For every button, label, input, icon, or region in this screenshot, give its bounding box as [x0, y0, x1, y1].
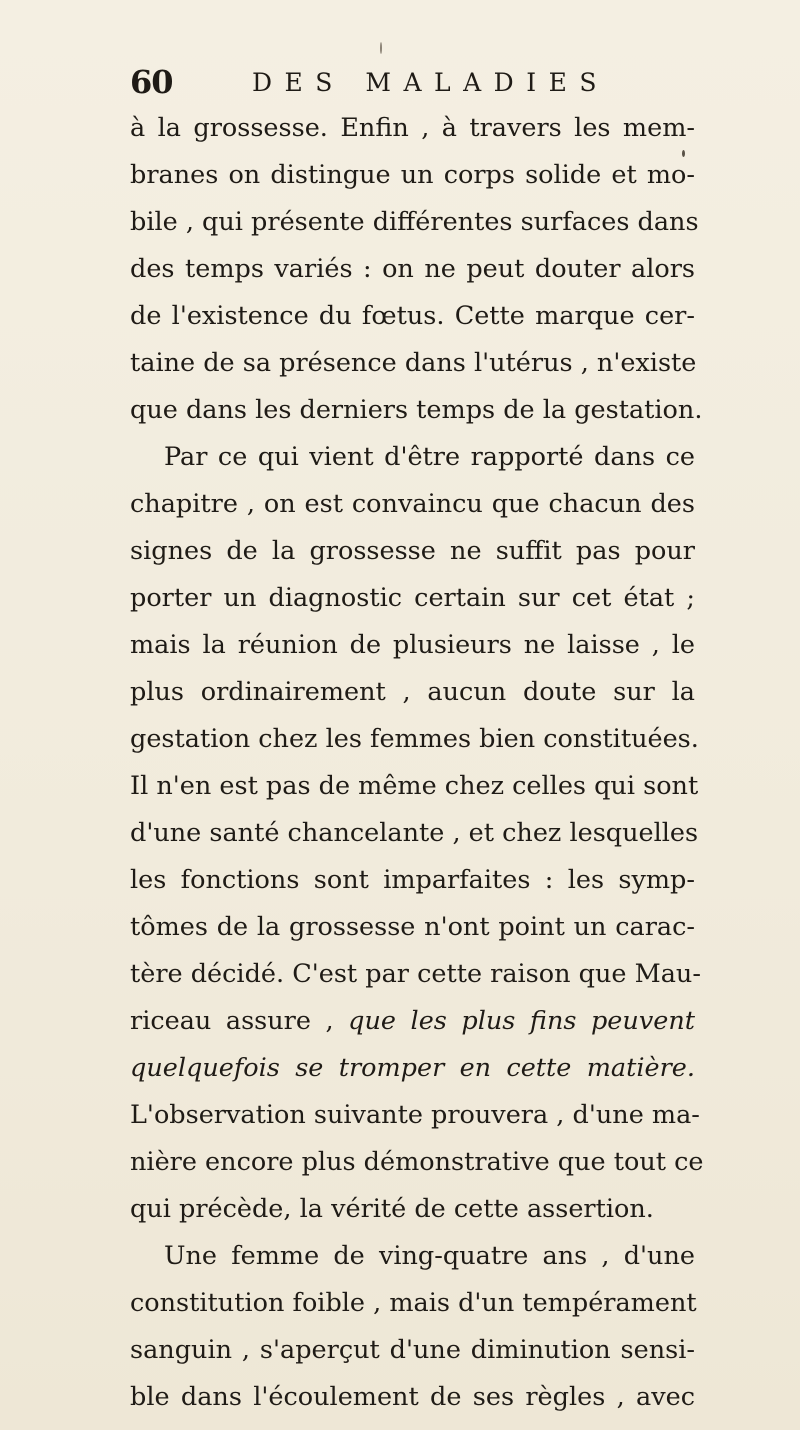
text-line-roman: Une femme de ving-quatre ans , d'une: [164, 1241, 695, 1271]
text-line: [130, 293, 695, 340]
text-line-roman: qui précède, la vérité de cette assertion.: [130, 1194, 654, 1224]
text-line-roman: de l'existence du fœtus. Cette marque cer-: [130, 301, 695, 331]
text-line-roman: signes de la grossesse ne suffit pas pour: [130, 536, 695, 566]
text-line: [130, 857, 695, 904]
italic-quotation: quelquefois se tromper en cette matière.: [130, 1053, 695, 1083]
text-line-roman: constitution foible , mais d'un tempérament: [130, 1288, 697, 1318]
text-line-roman: d'une santé chancelante , et chez lesquelles: [130, 818, 699, 848]
text-line: [130, 528, 695, 575]
text-line-roman: taine de sa présence dans l'utérus , n'existe: [130, 348, 697, 378]
ink-speck: [380, 42, 382, 54]
text-line: [130, 199, 699, 246]
text-line: [130, 152, 695, 199]
text-line: [130, 575, 695, 622]
text-line: [130, 434, 695, 481]
text-line: [130, 340, 695, 387]
ink-speck: [682, 150, 685, 157]
text-line-roman: branes on distingue un corps solide et mo-: [130, 160, 695, 190]
text-line-roman: que dans les derniers temps de la gestation.: [130, 395, 703, 425]
text-line: [130, 622, 695, 669]
text-line-roman: tômes de la grossesse n'ont point un carac-: [130, 912, 695, 942]
text-line: [130, 105, 695, 152]
text-line: [130, 904, 695, 951]
text-line-roman: des temps variés : on ne peut douter alors: [130, 254, 695, 284]
running-head: DES MALADIES: [252, 68, 609, 97]
text-line-roman: bile , qui présente différentes surfaces dans: [130, 207, 699, 237]
text-line-roman: plus ordinairement , aucun doute sur la: [130, 677, 695, 707]
text-line-roman: tère décidé. C'est par cette raison que Mau-: [130, 959, 701, 989]
text-line-roman: riceau assure ,: [130, 1006, 334, 1036]
italic-quotation: que les plus fins peuvent: [348, 1006, 695, 1036]
text-line: [130, 1374, 695, 1421]
body-text: [130, 105, 704, 1421]
text-line: [130, 1327, 695, 1374]
page-header: [130, 62, 690, 102]
text-line: [130, 810, 699, 857]
text-line: [130, 246, 695, 293]
text-line-roman: chapitre , on est convaincu que chacun des: [130, 489, 695, 519]
text-line: [130, 998, 695, 1045]
text-line-roman: à la grossesse. Enfin , à travers les mem-: [130, 113, 695, 143]
text-line: [130, 1045, 695, 1092]
text-line-roman: Par ce qui vient d'être rapporté dans ce: [164, 442, 695, 472]
text-line: [130, 1092, 700, 1139]
page-number: 60: [130, 63, 173, 101]
text-line: [130, 716, 699, 763]
text-line: [130, 387, 703, 434]
text-line: [130, 763, 699, 810]
text-line: [130, 1280, 695, 1327]
text-line: [130, 1139, 704, 1186]
text-line: [130, 669, 695, 716]
text-line: [130, 1233, 695, 1280]
text-line-roman: gestation chez les femmes bien constituées.: [130, 724, 699, 754]
text-line-roman: mais la réunion de plusieurs ne laisse , le: [130, 630, 695, 660]
text-line-roman: Il n'en est pas de même chez celles qui sont: [130, 771, 699, 801]
text-line: [130, 481, 695, 528]
text-line-roman: les fonctions sont imparfaites : les symp-: [130, 865, 695, 895]
text-line-roman: nière encore plus démonstrative que tout ce: [130, 1147, 704, 1177]
text-line-roman: sanguin , s'aperçut d'une diminution sensi-: [130, 1335, 695, 1365]
text-line-roman: L'observation suivante prouvera , d'une ma-: [130, 1100, 700, 1130]
text-line-roman: porter un diagnostic certain sur cet état ;: [130, 583, 695, 613]
text-line: [130, 1186, 695, 1233]
text-line: [130, 951, 701, 998]
text-line-roman: ble dans l'écoulement de ses règles , avec: [130, 1382, 695, 1412]
